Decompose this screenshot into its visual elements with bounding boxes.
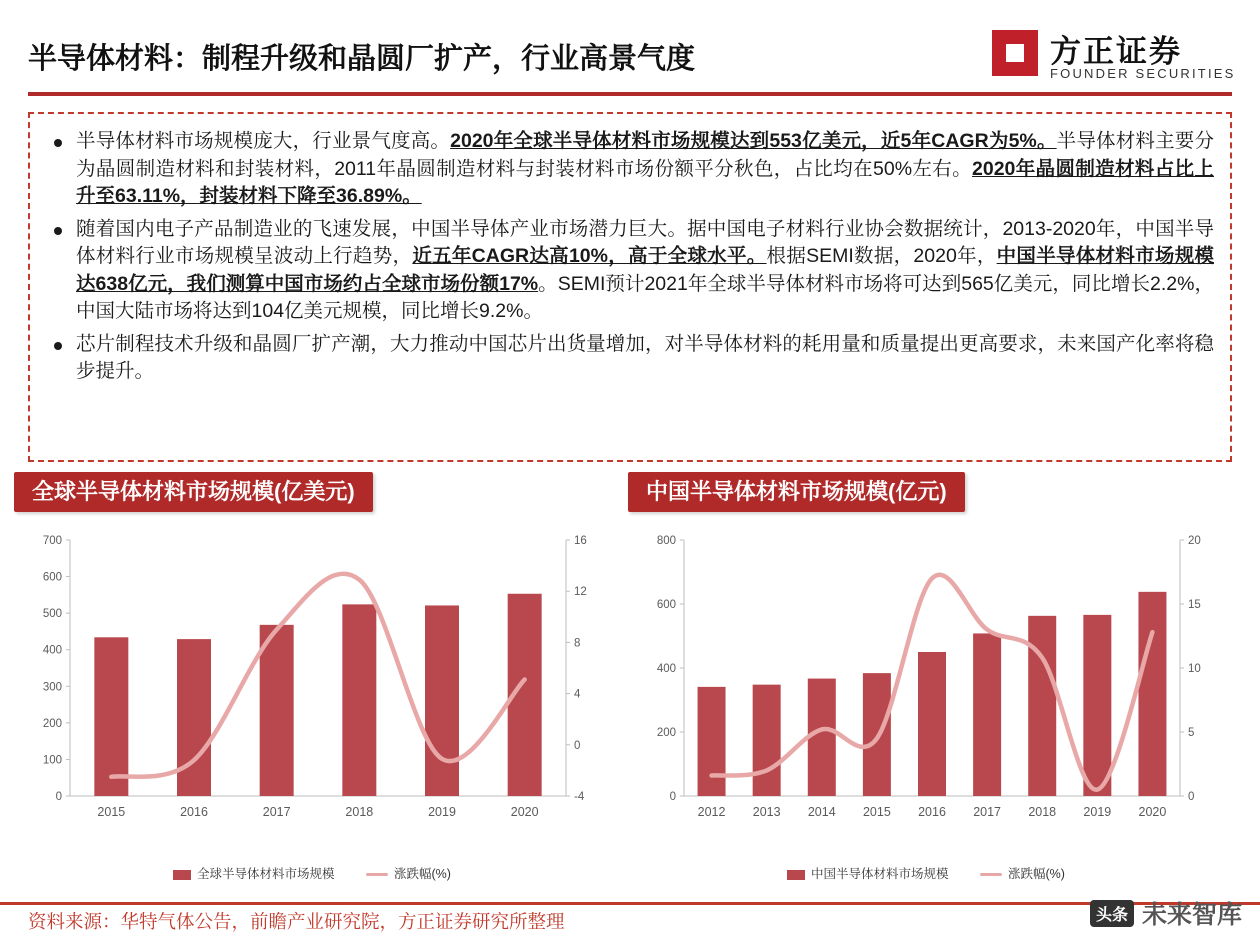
- chart-title-china: 中国半导体材料市场规模(亿元): [628, 472, 965, 512]
- legend-line-label: 涨跌幅(%): [394, 867, 451, 881]
- watermark-text: 未来智库: [1141, 901, 1242, 929]
- axis-tick-label: 200: [42, 717, 62, 730]
- axis-tick-label: 20: [1188, 535, 1201, 547]
- chart-panel-china: [628, 472, 1224, 884]
- bullet-text-emphasis: 2020年晶圆制造材料占比上升至63.11%，封装材料下降至36.89%。: [76, 157, 1214, 207]
- axis-tick-label: 600: [656, 599, 676, 611]
- axis-tick-label: 0: [1188, 791, 1195, 803]
- axis-tick-label: 800: [656, 535, 676, 547]
- category-label: 2017: [262, 805, 291, 819]
- bar: [94, 637, 128, 796]
- bar: [260, 625, 294, 796]
- legend-bar-swatch-icon: [173, 870, 191, 880]
- legend-bar-swatch-icon: [787, 870, 805, 880]
- axis-tick-label: 4: [574, 688, 581, 701]
- legend-item-bar-china: [787, 864, 949, 882]
- bar: [973, 633, 1001, 796]
- legend-bar-label: 全球半导体材料市场规模: [197, 867, 335, 881]
- axis-tick-label: 10: [1188, 663, 1201, 675]
- legend-item-line-china: [980, 864, 1065, 882]
- bullet-text: 半导体材料市场规模庞大，行业景气度高。: [76, 130, 451, 152]
- bullet-text-emphasis: 中国半导体材料市场规模达638亿元，我们测算中国市场约占全球市场份额17%: [76, 245, 1214, 295]
- axis-tick-label: 0: [669, 791, 676, 803]
- legend-line-label: 涨跌幅(%): [1008, 867, 1065, 881]
- axis-tick-label: -4: [574, 791, 585, 803]
- axis-tick-label: 700: [42, 535, 62, 547]
- axis-tick-label: 16: [574, 535, 587, 547]
- axis-tick-label: 0: [574, 739, 581, 752]
- summary-box: [28, 112, 1232, 462]
- bullet-list: [46, 128, 1214, 386]
- trend-line: [111, 574, 524, 777]
- axis-tick-label: 500: [42, 608, 62, 621]
- chart-canvas-china: [628, 524, 1224, 884]
- watermark: [1090, 895, 1242, 931]
- axis-tick-label: 200: [656, 727, 676, 739]
- bar: [808, 679, 836, 796]
- bar: [425, 605, 459, 796]
- axis-tick-label: 100: [42, 754, 62, 767]
- page-title: 半导体材料：制程升级和晶圆厂扩产，行业高景气度: [28, 43, 696, 75]
- category-label: 2019: [1083, 805, 1112, 819]
- category-label: 2018: [1028, 805, 1057, 819]
- chart-canvas-global: [14, 524, 610, 884]
- bar: [698, 687, 726, 796]
- logo-chinese-name: 方正证券: [1050, 34, 1182, 69]
- bar: [1028, 616, 1056, 796]
- axis-tick-label: 15: [1188, 599, 1201, 611]
- source-note: 资料来源：华特气体公告，前瞻产业研究院，方正证券研究所整理: [28, 911, 565, 932]
- category-label: 2015: [862, 805, 891, 819]
- bar: [753, 685, 781, 796]
- category-label: 2020: [1138, 805, 1167, 819]
- legend-item-bar-global: [173, 864, 335, 882]
- axis-tick-label: 400: [656, 663, 676, 675]
- bar: [1138, 592, 1166, 796]
- axis-tick-label: 600: [42, 571, 62, 584]
- chart-svg-global: [14, 524, 610, 854]
- category-label: 2019: [428, 805, 456, 819]
- category-label: 2012: [697, 805, 726, 819]
- founder-square-logo-icon: [992, 30, 1038, 76]
- axis-tick-label: 400: [42, 644, 62, 657]
- bullet-text: 芯片制程技术升级和晶圆厂扩产潮，大力推动中国芯片出货量增加，对半导体材料的耗用量和质量提出更高要求，未来国产化率将稳步提升。: [76, 332, 1214, 382]
- bullet-item: [46, 331, 1214, 386]
- bullet-text-emphasis: 近五年CAGR达高10%，高于全球水平。: [412, 245, 767, 267]
- category-label: 2018: [345, 805, 374, 819]
- chart-title-global: 全球半导体材料市场规模(亿美元): [14, 472, 373, 512]
- legend-line-swatch-icon: [980, 873, 1002, 876]
- bar: [1083, 615, 1111, 796]
- bar: [918, 652, 946, 796]
- bar: [177, 639, 211, 796]
- bullet-text: 随着国内电子产品制造业的飞速发展，中国半导体产业市场潜力巨大。据中国电子材料行业协会数据统计，2013-2020年，中国半导体材料行业市场规模呈波动上行趋势，: [76, 217, 1214, 267]
- category-label: 2016: [180, 805, 208, 819]
- bullet-text-emphasis: 2020年全球半导体材料市场规模达到553亿美元，近5年CAGR为5%。: [450, 130, 1057, 152]
- bullet-item: [46, 216, 1214, 326]
- axis-tick-label: 300: [42, 681, 62, 694]
- chart-legend-china: [628, 864, 1224, 882]
- bullet-text: 。SEMI预计2021年全球半导体材料市场将可达到565亿美元，同比增长2.2%，中国大陆市场将达到104亿美元规模，同比增长9.2%。: [76, 272, 1214, 322]
- axis-tick-label: 5: [1188, 727, 1195, 739]
- axis-tick-label: 8: [574, 637, 581, 650]
- category-label: 2020: [510, 805, 539, 819]
- watermark-badge: 头条: [1090, 900, 1134, 927]
- chart-panel-global: [14, 472, 610, 884]
- chart-legend-global: [14, 864, 610, 882]
- category-label: 2014: [807, 805, 836, 819]
- legend-bar-label: 中国半导体材料市场规模: [811, 867, 949, 881]
- header-divider: [28, 92, 1232, 96]
- legend-item-line-global: [366, 864, 451, 882]
- category-label: 2017: [973, 805, 1002, 819]
- bar: [342, 604, 376, 796]
- slide-header: [28, 30, 1236, 92]
- chart-svg-china: [628, 524, 1224, 854]
- footer-divider: [0, 902, 1260, 905]
- bullet-item: [46, 128, 1214, 211]
- category-label: 2013: [752, 805, 781, 819]
- category-label: 2016: [918, 805, 946, 819]
- axis-tick-label: 12: [574, 586, 587, 599]
- category-label: 2015: [97, 805, 126, 819]
- bullet-text: 根据SEMI数据，2020年，: [766, 245, 997, 267]
- company-logo: [992, 26, 1236, 92]
- bullet-text: 半导体材料主要分为晶圆制造材料和封装材料，2011年晶圆制造材料与封装材料市场份额平分秋色，占比均在50%左右。: [76, 130, 1214, 180]
- legend-line-swatch-icon: [366, 873, 388, 876]
- axis-tick-label: 0: [55, 791, 62, 803]
- logo-english-name: FOUNDER SECURITIES: [1050, 66, 1236, 81]
